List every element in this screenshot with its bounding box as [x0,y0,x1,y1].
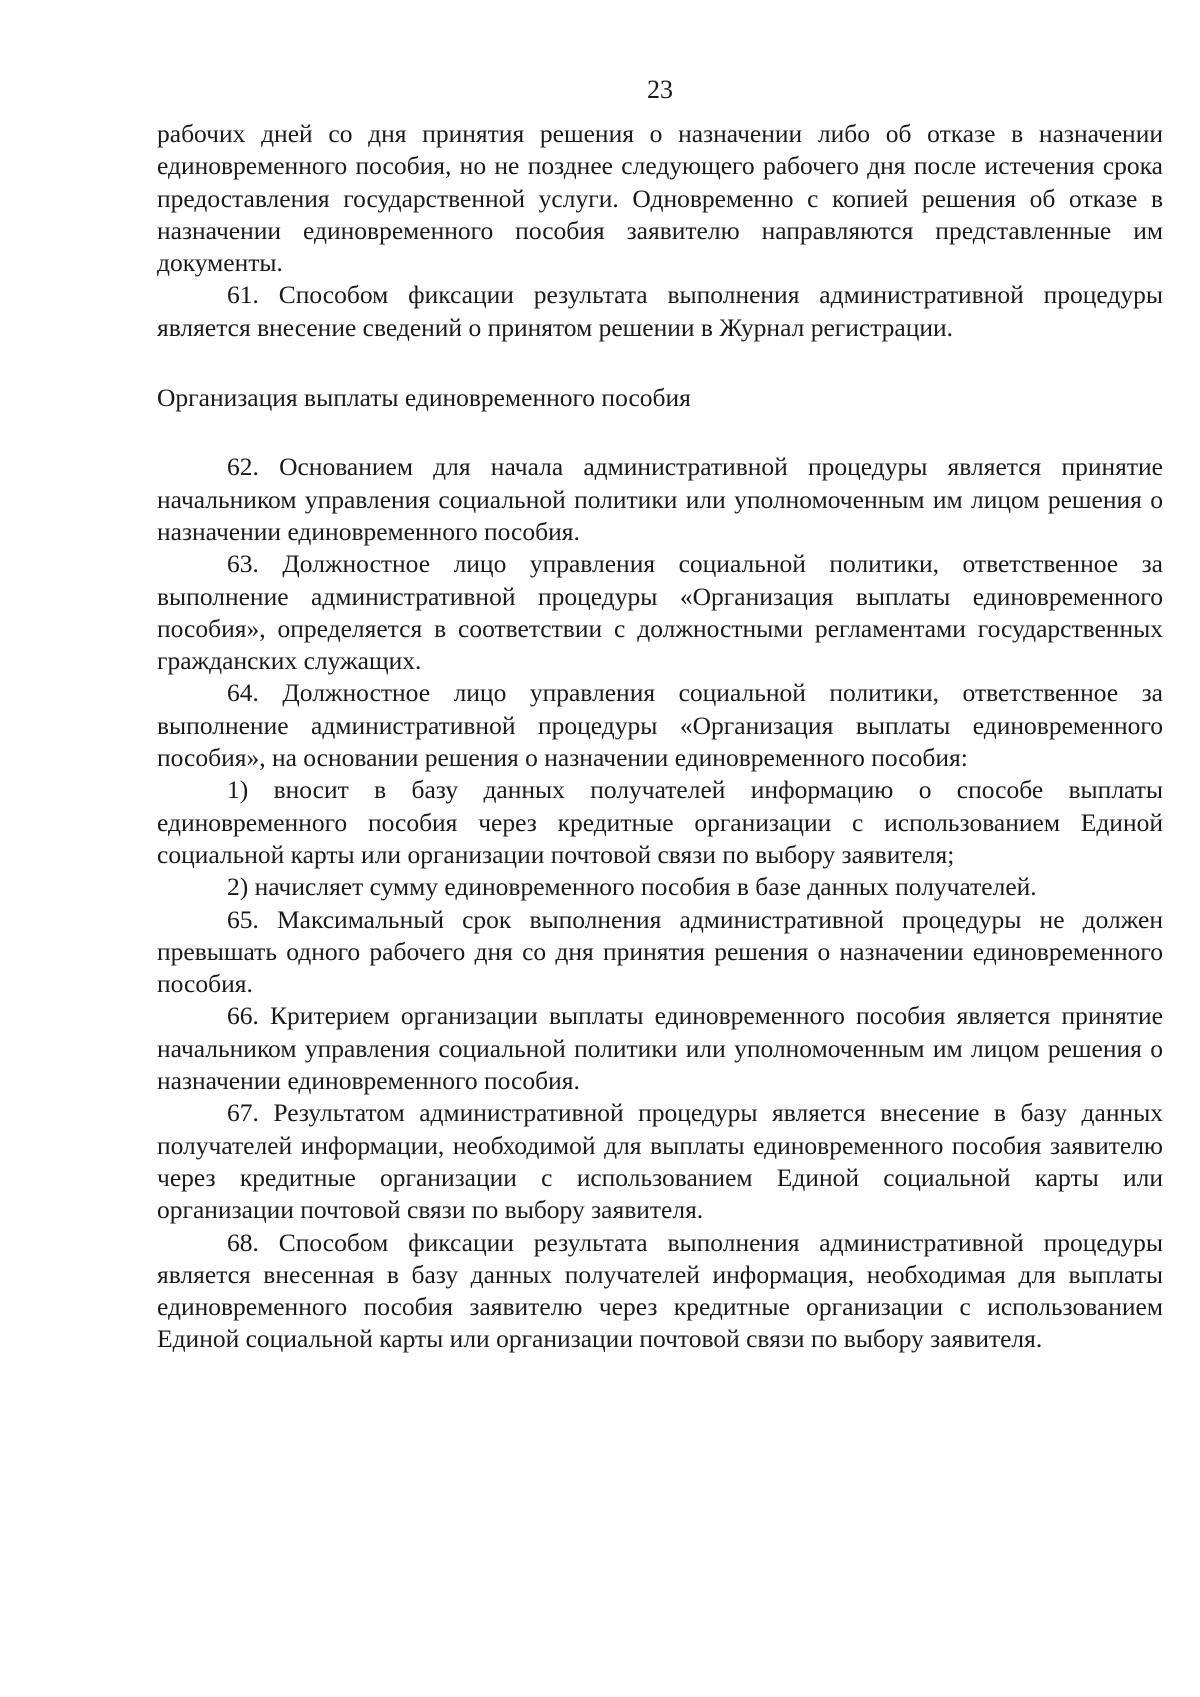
paragraph-64: 64. Должностное лицо управления социальной политики, ответственное за выполнение административной процедуры «Организация выплаты единовременного пособия», на основании решения о назначении единовременного пособия: [157,678,1163,773]
page-number: 23 [647,75,673,104]
document-body [157,118,1163,1356]
paragraph-65: 65. Максимальный срок выполнения административной процедуры не должен превышать одного рабочего дня со дня принятия решения о назначении единовременного пособия. [157,904,1163,999]
paragraph-61: 61. Способом фиксации результата выполнения административной процедуры является внесение сведений о принятом решении в Журнал регистрации. [157,280,1163,342]
list-item-2: 2) начисляет сумму единовременного пособия в базе данных получателей. [227,872,1037,902]
paragraph-66: 66. Критерием организации выплаты единовременного пособия является принятие начальником управления социальной политики или уполномоченным им лицом решения о назначении единовременного пособия. [157,1001,1163,1096]
paragraph-67: 67. Результатом административной процедуры является внесение в базу данных получателей информации, необходимой для выплаты единовременного пособия заявителю через кредитные организации с использованием Единой социальной карты или организации почтовой связи по выбору заявителя. [157,1098,1163,1225]
paragraph-continuation: рабочих дней со дня принятия решения о назначении либо об отказе в назначении единовременного пособия, но не позднее следующего рабочего дня после истечения срока предоставления государственной услуги. Одновременно с копией решения об отказе в назначении единовременного пособия заявителю направляются представленные им документы. [157,119,1163,278]
section-heading: Организация выплаты единовременного пособия [157,383,691,413]
list-item-1: 1) вносит в базу данных получателей информацию о способе выплаты единовременного пособия через кредитные организации с использованием Единой социальной карты или организации почтовой связи по выбору заявителя; [157,775,1163,869]
paragraph-68: 68. Способом фиксации результата выполнения административной процедуры является внесенная в базу данных получателей информация, необходимая для выплаты единовременного пособия заявителю через кредитные организации с использованием Единой социальной карты или организации почтовой связи по выбору заявителя. [157,1227,1163,1354]
paragraph-62: 62. Основанием для начала административной процедуры является принятие начальником управления социальной политики или уполномоченным им лицом решения о назначении единовременного пособия. [157,452,1163,546]
paragraph-63: 63. Должностное лицо управления социальной политики, ответственное за выполнение административной процедуры «Организация выплаты единовременного пособия», определяется в соответствии с должностными регламентами государственных гражданских служащих. [157,549,1163,676]
